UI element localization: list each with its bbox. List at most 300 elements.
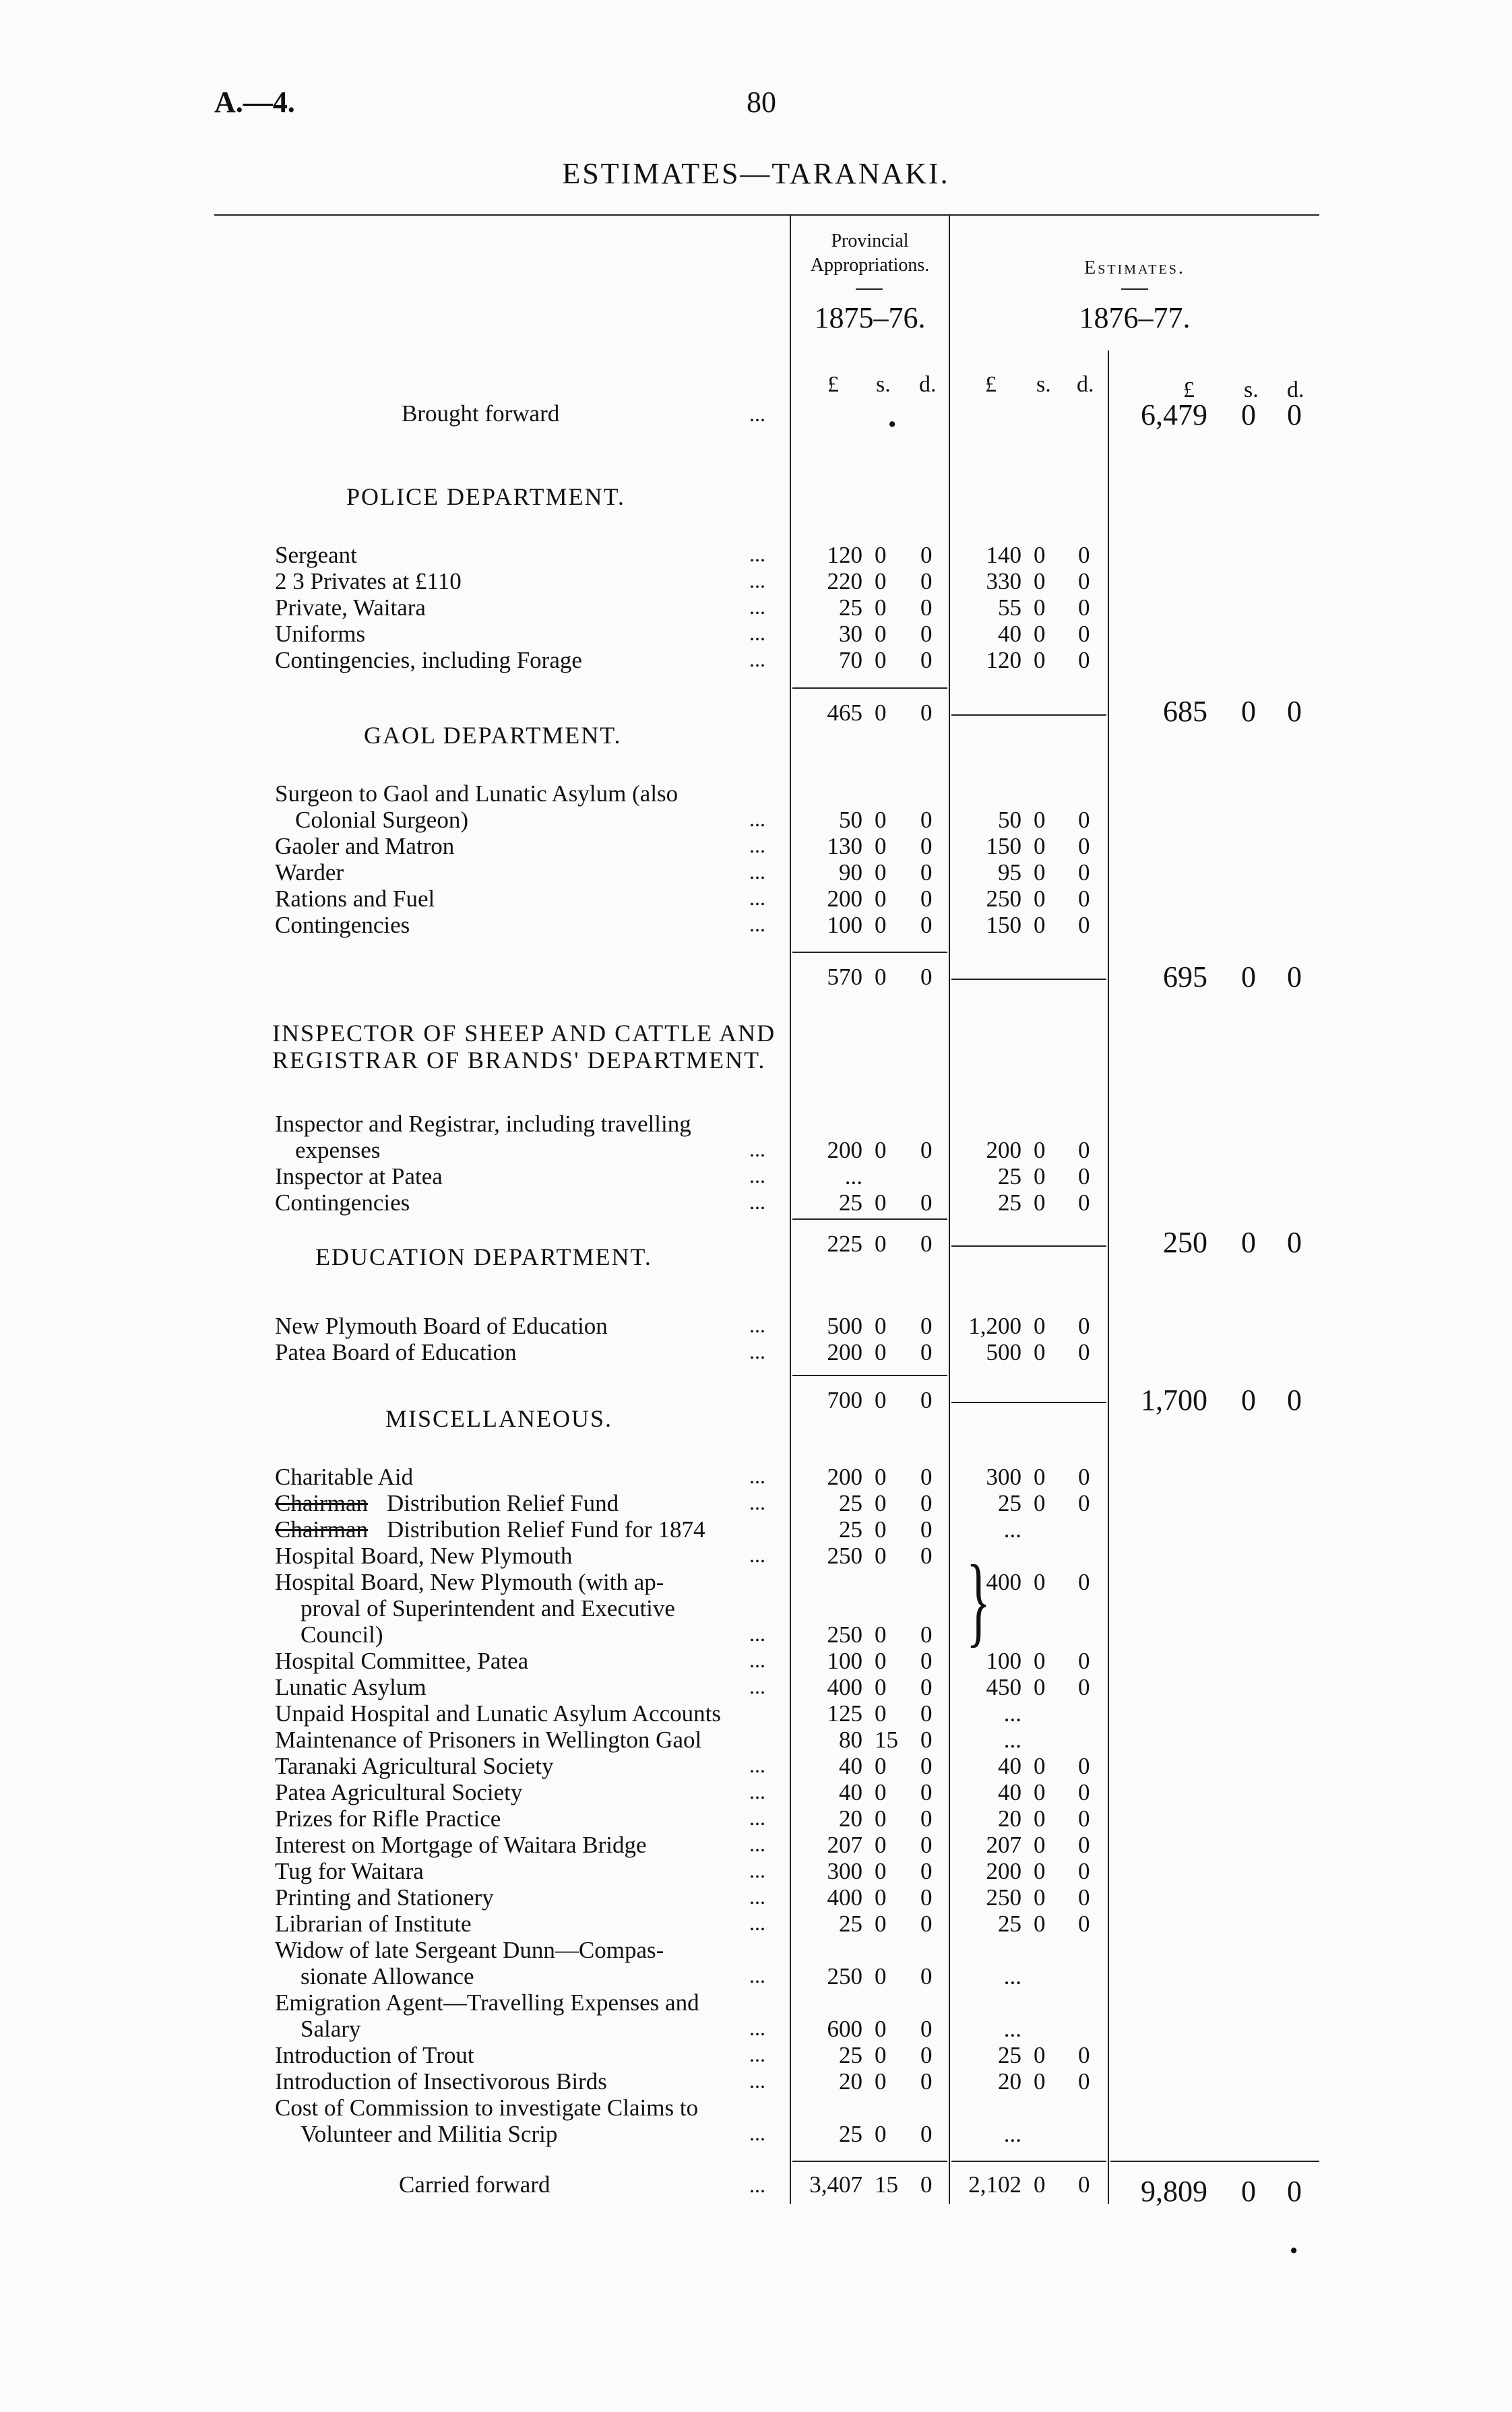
leader-dots: ... [749, 1858, 765, 1882]
prov-amount-pence: 0 [920, 1543, 933, 1569]
line-item-label: sionate Allowance [301, 1963, 474, 1989]
prov-amount-shillings: 0 [875, 886, 887, 912]
brought-forward-mark: • [888, 411, 897, 437]
est-amount-pence: 0 [1078, 1339, 1090, 1365]
prov-amount-pounds: 25 [839, 594, 862, 621]
section-total-pounds: 685 [1163, 695, 1207, 728]
est-amount-pence: 0 [1078, 1832, 1090, 1858]
est-amount-pounds: ... [1003, 1700, 1021, 1727]
est-amount-pence: 0 [1078, 859, 1090, 886]
line-item-label: Charitable Aid [275, 1464, 414, 1490]
subtotal-rule [792, 1218, 947, 1220]
units-total-s: s. [1244, 377, 1259, 402]
section-title: INSPECTOR OF SHEEP AND CATTLE AND [272, 1020, 776, 1047]
units-prov-d: d. [919, 372, 937, 397]
prov-amount-pence: 0 [920, 1727, 933, 1753]
units-total-d: d. [1287, 377, 1304, 402]
line-item-label: Hospital Board, New Plymouth (with ap- [275, 1569, 664, 1595]
est-hospital-amount-pence: 0 [1078, 1569, 1090, 1595]
est-amount-pounds: 40 [998, 621, 1021, 647]
prov-amount-pounds: 250 [827, 1621, 862, 1648]
est-amount-pounds: 207 [986, 1832, 1021, 1858]
prov-amount-shillings: 0 [875, 1884, 887, 1911]
est-hospital-amount-pounds: 400 [986, 1569, 1021, 1595]
est-carried-pence: 0 [1078, 2171, 1090, 2198]
prov-amount-pounds: ... [844, 1163, 862, 1189]
prov-amount-shillings: 0 [875, 1700, 887, 1727]
leader-dots: ... [749, 1490, 765, 1514]
prov-amount-pence: 0 [920, 1464, 933, 1490]
prov-amount-pence: 0 [920, 594, 933, 621]
est-amount-pounds: ... [1003, 1727, 1021, 1753]
est-amount-pence: 0 [1078, 2042, 1090, 2068]
prov-amount-shillings: 0 [875, 2068, 887, 2095]
provincial-heading-rule [856, 288, 883, 290]
prov-amount-pounds: 30 [839, 621, 862, 647]
prov-amount-shillings: 0 [875, 647, 887, 673]
units-prov-s: s. [876, 372, 891, 397]
prov-subtotal-pence: 0 [920, 1231, 933, 1257]
est-amount-pence: 0 [1078, 2068, 1090, 2095]
line-item-label: Librarian of Institute [275, 1911, 472, 1937]
prov-subtotal-pence: 0 [920, 1387, 933, 1413]
line-item-label: Rations and Fuel [275, 886, 435, 912]
est-amount-pence: 0 [1078, 833, 1090, 859]
prov-amount-pounds: 125 [827, 1700, 862, 1727]
struck-word: Chairman [275, 1490, 369, 1516]
prov-amount-pounds: 20 [839, 1805, 862, 1832]
provincial-year: 1875–76. [814, 301, 926, 334]
prov-amount-pence: 0 [920, 2121, 933, 2147]
line-item-label: Emigration Agent—Travelling Expenses and [275, 1989, 699, 2016]
leader-dots: ... [749, 1163, 765, 1187]
prov-amount-pence: 0 [920, 1963, 933, 1989]
line-item-label: Distribution Relief Fund for 1874 [387, 1516, 705, 1543]
prov-amount-shillings: 0 [875, 1543, 887, 1569]
est-amount-pounds: 250 [986, 886, 1021, 912]
section-total-shillings: 0 [1241, 1226, 1256, 1259]
est-amount-pounds: 20 [998, 1805, 1021, 1832]
prov-amount-pence: 0 [920, 1700, 933, 1727]
section-total-pounds: 250 [1163, 1226, 1207, 1259]
brought-forward-total-d: 0 [1287, 398, 1302, 431]
section-total-shillings: 0 [1241, 695, 1256, 728]
line-item-label-cont: Colonial Surgeon) [295, 807, 468, 833]
prov-amount-pounds: 25 [839, 1911, 862, 1937]
prov-subtotal-pence: 0 [920, 964, 933, 990]
est-amount-pence: 0 [1078, 1490, 1090, 1516]
prov-amount-shillings: 0 [875, 859, 887, 886]
est-subtotal-rule [951, 714, 1106, 716]
line-item-label: Contingencies [275, 1189, 410, 1216]
est-amount-pounds: ... [1003, 2016, 1021, 2042]
est-hospital-amount-shillings: 0 [1034, 1569, 1046, 1595]
prov-amount-shillings: 0 [875, 2121, 887, 2147]
prov-amount-pounds: 130 [827, 833, 862, 859]
column-rule-mid [949, 216, 950, 2204]
leader-dots: ... [749, 912, 765, 936]
prov-amount-shillings: 0 [875, 568, 887, 594]
prov-amount-pence: 0 [920, 1884, 933, 1911]
leader-dots: ... [749, 621, 765, 645]
est-amount-shillings: 0 [1034, 1779, 1046, 1805]
leader-dots: ... [749, 1674, 765, 1698]
est-amount-pence: 0 [1078, 1805, 1090, 1832]
est-amount-shillings: 0 [1034, 807, 1046, 833]
line-item-label: Lunatic Asylum [275, 1674, 427, 1700]
est-amount-shillings: 0 [1034, 1674, 1046, 1700]
est-amount-pounds: 50 [998, 807, 1021, 833]
est-amount-pence: 0 [1078, 1648, 1090, 1674]
est-amount-pence: 0 [1078, 647, 1090, 673]
line-item-label: Inspector at Patea [275, 1163, 443, 1189]
line-item-label: Contingencies [275, 912, 410, 938]
line-item-label: Volunteer and Militia Scrip [301, 2121, 558, 2147]
prov-amount-shillings: 0 [875, 1832, 887, 1858]
est-amount-shillings: 0 [1034, 621, 1046, 647]
line-item-label: Tug for Waitara [275, 1858, 424, 1884]
prov-amount-shillings: 0 [875, 1490, 887, 1516]
page-number: 80 [747, 86, 776, 119]
line-item-label: 2 3 Privates at £110 [275, 568, 462, 594]
leader-dots: ... [749, 1963, 765, 1987]
subtotal-rule [792, 952, 947, 953]
line-item-label: Sergeant [275, 542, 357, 568]
line-item-label: Council) [301, 1621, 383, 1648]
prov-amount-pence: 0 [920, 542, 933, 568]
leader-dots: ... [749, 2068, 765, 2093]
est-amount-pounds: 150 [986, 912, 1021, 938]
footnote-mark: • [1290, 2237, 1298, 2264]
prov-amount-pounds: 25 [839, 1490, 862, 1516]
prov-amount-shillings: 0 [875, 1516, 887, 1543]
est-amount-shillings: 0 [1034, 2068, 1046, 2095]
line-item-label: New Plymouth Board of Education [275, 1313, 608, 1339]
est-carried-pounds: 2,102 [968, 2171, 1021, 2198]
prov-amount-pounds: 40 [839, 1753, 862, 1779]
prov-amount-pence: 0 [920, 1189, 933, 1216]
prov-amount-shillings: 0 [875, 1648, 887, 1674]
prov-amount-pence: 0 [920, 1779, 933, 1805]
prov-amount-pounds: 80 [839, 1727, 862, 1753]
prov-amount-pounds: 25 [839, 1189, 862, 1216]
prov-amount-pence: 0 [920, 2068, 933, 2095]
brought-forward-dots: ... [749, 402, 765, 426]
total-carried-rule [1110, 2161, 1319, 2162]
page-title: ESTIMATES—TARANAKI. [562, 157, 950, 190]
prov-amount-shillings: 0 [875, 1621, 887, 1648]
line-item-label: Maintenance of Prisoners in Wellington Gaol [275, 1727, 702, 1753]
prov-amount-pounds: 200 [827, 1137, 862, 1163]
brought-forward-total-s: 0 [1241, 398, 1256, 431]
est-amount-shillings: 0 [1034, 1753, 1046, 1779]
est-amount-pounds: 200 [986, 1137, 1021, 1163]
prov-amount-shillings: 0 [875, 1753, 887, 1779]
section-total-pence: 0 [1287, 1384, 1302, 1417]
prov-amount-pounds: 120 [827, 542, 862, 568]
line-item-label: Taranaki Agricultural Society [275, 1753, 554, 1779]
prov-amount-pounds: 90 [839, 859, 862, 886]
prov-amount-pence: 0 [920, 807, 933, 833]
leader-dots: ... [749, 807, 765, 831]
prov-amount-pence: 0 [920, 1911, 933, 1937]
prov-amount-shillings: 0 [875, 1963, 887, 1989]
prov-amount-pence: 0 [920, 2016, 933, 2042]
est-amount-pence: 0 [1078, 1163, 1090, 1189]
carried-rule [792, 2161, 947, 2162]
est-amount-pence: 0 [1078, 807, 1090, 833]
prov-amount-shillings: 0 [875, 1779, 887, 1805]
prov-amount-pounds: 300 [827, 1858, 862, 1884]
leader-dots: ... [749, 568, 765, 592]
est-amount-shillings: 0 [1034, 1832, 1046, 1858]
prov-amount-shillings: 0 [875, 833, 887, 859]
top-rule [214, 214, 1319, 216]
units-est-d: d. [1077, 372, 1094, 397]
est-amount-pence: 0 [1078, 1189, 1090, 1216]
prov-amount-pence: 0 [920, 2042, 933, 2068]
prov-amount-pence: 0 [920, 859, 933, 886]
section-title-cont: REGISTRAR OF BRANDS' DEPARTMENT. [272, 1047, 766, 1074]
est-amount-pence: 0 [1078, 1753, 1090, 1779]
prov-amount-shillings: 0 [875, 807, 887, 833]
prov-amount-pounds: 25 [839, 2042, 862, 2068]
leader-dots: ... [749, 594, 765, 619]
leader-dots: ... [749, 2016, 765, 2040]
line-item-label: Salary [301, 2016, 361, 2042]
prov-amount-pence: 0 [920, 886, 933, 912]
prov-amount-pounds: 207 [827, 1832, 862, 1858]
est-amount-pounds: 140 [986, 542, 1021, 568]
carried-total-shillings: 0 [1241, 2175, 1256, 2208]
leader-dots: ... [749, 1779, 765, 1803]
est-amount-shillings: 0 [1034, 833, 1046, 859]
section-total-shillings: 0 [1241, 960, 1256, 993]
est-amount-shillings: 0 [1034, 1490, 1046, 1516]
carried-total-pence: 0 [1287, 2175, 1302, 2208]
leader-dots: ... [749, 2121, 765, 2145]
leader-dots: ... [749, 1313, 765, 1337]
line-item-label: Surgeon to Gaol and Lunatic Asylum (also [275, 780, 679, 807]
prov-amount-pence: 0 [920, 1674, 933, 1700]
carried-total-pounds: 9,809 [1141, 2175, 1207, 2208]
prov-carried-shillings: 15 [875, 2171, 898, 2198]
est-amount-pounds: 250 [986, 1884, 1021, 1911]
leader-dots: ... [749, 2173, 765, 2197]
prov-amount-shillings: 0 [875, 1805, 887, 1832]
line-item-label: proval of Superintendent and Executive [301, 1595, 675, 1621]
prov-subtotal-shillings: 0 [875, 700, 887, 726]
line-item-label: Inspector and Registrar, including travelling [275, 1111, 691, 1137]
est-amount-pounds: 25 [998, 1189, 1021, 1216]
prov-amount-shillings: 0 [875, 621, 887, 647]
prov-amount-pounds: 25 [839, 2121, 862, 2147]
prov-amount-pence: 0 [920, 621, 933, 647]
line-item-label: Introduction of Insectivorous Birds [275, 2068, 607, 2095]
prov-amount-pounds: 400 [827, 1884, 862, 1911]
est-amount-shillings: 0 [1034, 542, 1046, 568]
leader-dots: ... [749, 1884, 765, 1909]
line-item-label: Uniforms [275, 621, 366, 647]
line-item-label: Hospital Committee, Patea [275, 1648, 529, 1674]
prov-amount-pounds: 250 [827, 1963, 862, 1989]
line-item-label: Warder [275, 859, 344, 886]
leader-dots: ... [749, 1189, 765, 1214]
prov-amount-pence: 0 [920, 647, 933, 673]
line-item-label: Private, Waitara [275, 594, 426, 621]
est-amount-pence: 0 [1078, 912, 1090, 938]
est-subtotal-rule [951, 1245, 1106, 1247]
est-amount-shillings: 0 [1034, 1858, 1046, 1884]
prov-subtotal-pounds: 465 [827, 700, 862, 726]
estimates-heading-rule [1121, 288, 1148, 290]
prov-amount-pounds: 40 [839, 1779, 862, 1805]
brought-forward-total: 6,479 [1141, 398, 1207, 431]
prov-amount-shillings: 0 [875, 1464, 887, 1490]
estimates-heading: Estimates. [1084, 257, 1185, 278]
section-total-pence: 0 [1287, 960, 1302, 993]
prov-amount-shillings: 0 [875, 1189, 887, 1216]
prov-subtotal-shillings: 0 [875, 964, 887, 990]
est-amount-pounds: 25 [998, 2042, 1021, 2068]
document-code: A.—4. [214, 86, 295, 119]
prov-amount-pence: 0 [920, 833, 933, 859]
est-carried-shillings: 0 [1034, 2171, 1046, 2198]
prov-amount-pounds: 400 [827, 1674, 862, 1700]
prov-amount-shillings: 0 [875, 2016, 887, 2042]
prov-carried-pounds: 3,407 [809, 2171, 862, 2198]
brought-forward-label: Brought forward [402, 400, 560, 427]
prov-amount-pounds: 250 [827, 1543, 862, 1569]
est-amount-pence: 0 [1078, 886, 1090, 912]
est-amount-pence: 0 [1078, 594, 1090, 621]
est-amount-pence: 0 [1078, 1464, 1090, 1490]
est-amount-pence: 0 [1078, 1137, 1090, 1163]
est-amount-pence: 0 [1078, 568, 1090, 594]
est-amount-shillings: 0 [1034, 2042, 1046, 2068]
prov-amount-pounds: 220 [827, 568, 862, 594]
line-item-label: Widow of late Sergeant Dunn—Compas- [275, 1937, 664, 1963]
section-total-pence: 0 [1287, 1226, 1302, 1259]
line-item-label: Hospital Board, New Plymouth [275, 1543, 573, 1569]
subtotal-rule [792, 1375, 947, 1376]
line-item-label: Patea Agricultural Society [275, 1779, 523, 1805]
prov-amount-shillings: 15 [875, 1727, 898, 1753]
line-item-label: Printing and Stationery [275, 1884, 494, 1911]
leader-dots: ... [749, 1543, 765, 1567]
est-amount-shillings: 0 [1034, 1163, 1046, 1189]
prov-amount-shillings: 0 [875, 1858, 887, 1884]
prov-amount-pence: 0 [920, 1621, 933, 1648]
est-subtotal-rule [951, 979, 1106, 980]
est-amount-shillings: 0 [1034, 647, 1046, 673]
units-total-pound: £ [1183, 377, 1195, 402]
est-amount-pounds: 330 [986, 568, 1021, 594]
prov-amount-pence: 0 [920, 1339, 933, 1365]
prov-amount-pounds: 200 [827, 886, 862, 912]
prov-amount-shillings: 0 [875, 594, 887, 621]
prov-amount-shillings: 0 [875, 542, 887, 568]
est-amount-pounds: 100 [986, 1648, 1021, 1674]
est-amount-pence: 0 [1078, 621, 1090, 647]
line-item-label-cont: expenses [295, 1137, 381, 1163]
prov-amount-pence: 0 [920, 1753, 933, 1779]
carried-forward-label: Carried forward [399, 2171, 550, 2198]
est-amount-pounds: 120 [986, 647, 1021, 673]
est-amount-pounds: ... [1003, 2121, 1021, 2147]
line-item-label: Distribution Relief Fund [387, 1490, 619, 1516]
leader-dots: ... [749, 2042, 765, 2066]
est-amount-shillings: 0 [1034, 594, 1046, 621]
est-amount-pounds: ... [1003, 1963, 1021, 1989]
prov-subtotal-pounds: 700 [827, 1387, 862, 1413]
prov-amount-pence: 0 [920, 1516, 933, 1543]
prov-amount-shillings: 0 [875, 1911, 887, 1937]
est-amount-pounds: 300 [986, 1464, 1021, 1490]
prov-amount-pounds: 25 [839, 1516, 862, 1543]
column-rule-left [790, 216, 791, 2204]
est-amount-pence: 0 [1078, 1313, 1090, 1339]
est-amount-shillings: 0 [1034, 1884, 1046, 1911]
prov-amount-pounds: 50 [839, 807, 862, 833]
prov-amount-pence: 0 [920, 1832, 933, 1858]
prov-amount-pounds: 500 [827, 1313, 862, 1339]
prov-amount-pounds: 20 [839, 2068, 862, 2095]
prov-subtotal-pence: 0 [920, 700, 933, 726]
est-amount-shillings: 0 [1034, 1137, 1046, 1163]
section-title: POLICE DEPARTMENT. [346, 483, 625, 510]
est-amount-pounds: 55 [998, 594, 1021, 621]
prov-amount-pence: 0 [920, 568, 933, 594]
prov-amount-pence: 0 [920, 1137, 933, 1163]
est-amount-shillings: 0 [1034, 1911, 1046, 1937]
est-amount-shillings: 0 [1034, 1805, 1046, 1832]
est-amount-pounds: 450 [986, 1674, 1021, 1700]
leader-dots: ... [749, 1137, 765, 1161]
line-item-label: Introduction of Trout [275, 2042, 474, 2068]
est-amount-pence: 0 [1078, 1911, 1090, 1937]
units-est-s: s. [1036, 372, 1051, 397]
section-title: GAOL DEPARTMENT. [364, 722, 622, 749]
est-amount-pounds: 200 [986, 1858, 1021, 1884]
column-rule-right [1108, 350, 1109, 2204]
struck-word: Chairman [275, 1516, 369, 1543]
line-item-label: Interest on Mortgage of Waitara Bridge [275, 1832, 647, 1858]
prov-amount-shillings: 0 [875, 2042, 887, 2068]
est-amount-pounds: 20 [998, 2068, 1021, 2095]
brace-symbol: } [966, 1545, 990, 1657]
line-item-label: Contingencies, including Forage [275, 647, 582, 673]
est-amount-shillings: 0 [1034, 886, 1046, 912]
line-item-label: Patea Board of Education [275, 1339, 517, 1365]
leader-dots: ... [749, 1648, 765, 1672]
prov-amount-pence: 0 [920, 1858, 933, 1884]
line-item-label: Cost of Commission to investigate Claims to [275, 2095, 699, 2121]
line-item-label: Gaoler and Matron [275, 833, 455, 859]
prov-carried-pence: 0 [920, 2171, 933, 2198]
leader-dots: ... [749, 542, 765, 566]
leader-dots: ... [749, 1832, 765, 1856]
prov-amount-shillings: 0 [875, 1339, 887, 1365]
provincial-heading: Provincial Appropriations. [810, 230, 930, 276]
est-amount-shillings: 0 [1034, 568, 1046, 594]
misc-title: MISCELLANEOUS. [385, 1405, 613, 1432]
leader-dots: ... [749, 859, 765, 884]
est-amount-shillings: 0 [1034, 1339, 1046, 1365]
est-amount-pence: 0 [1078, 1779, 1090, 1805]
est-amount-pounds: 500 [986, 1339, 1021, 1365]
section-total-pounds: 695 [1163, 960, 1207, 993]
